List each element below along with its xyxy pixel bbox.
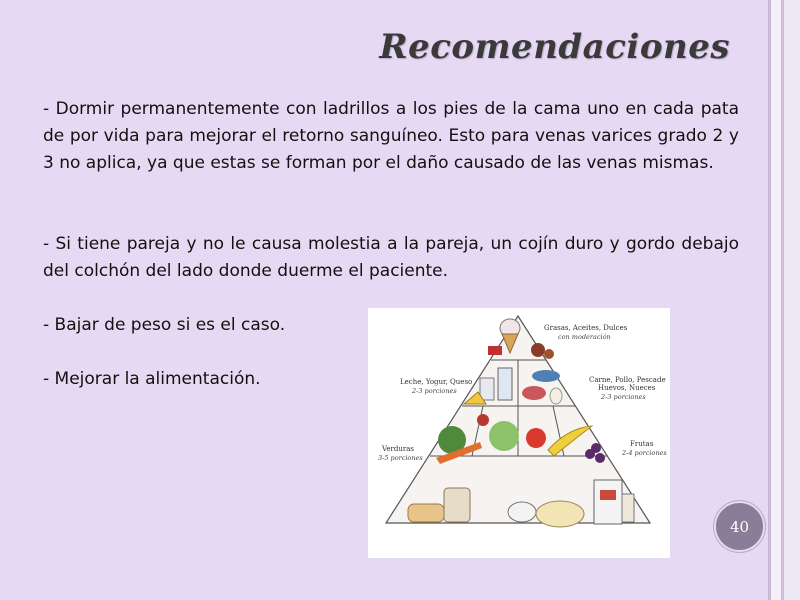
meat-label: Huevos, Nueces — [598, 384, 656, 392]
slide-edge — [784, 0, 800, 600]
vegetables-portions: 3-5 porciones — [378, 454, 423, 462]
fruits-portions: 2-4 porciones — [622, 449, 667, 457]
dairy-portions: 2-3 porciones — [412, 387, 457, 395]
recommendation-paragraph: - Si tiene pareja y no le causa molestia a la pareja, un cojín duro y gordo debajo del colchón del lado donde duerme el paciente. — [43, 234, 739, 281]
food-pyramid-illustration — [368, 308, 670, 558]
milk-carton-icon — [480, 378, 494, 400]
grapes-icon — [585, 449, 595, 459]
vegetables-label: Verduras — [382, 445, 415, 453]
cereal-box-icon — [594, 480, 622, 524]
fish-icon — [532, 370, 560, 382]
cracker-box-icon — [622, 494, 634, 522]
slide-edge — [771, 0, 781, 600]
page-number-badge: 40 — [714, 501, 765, 552]
pasta-icon — [536, 501, 584, 527]
candy-icon — [488, 346, 502, 355]
slide-title: Recomendaciones — [379, 27, 730, 67]
meat-portions: 2-3 porciones — [601, 393, 646, 401]
bread-icon — [408, 504, 444, 522]
apple-icon — [526, 428, 546, 448]
fruits-label: Frutas — [630, 440, 654, 448]
egg-icon — [550, 388, 562, 404]
cookie-icon — [531, 343, 545, 357]
cabbage-icon — [489, 421, 519, 451]
fats-label: Grasas, Aceites, Dulces — [544, 324, 628, 332]
meat-label: Carne, Pollo, Pescade — [589, 376, 666, 384]
bread-icon — [444, 488, 470, 522]
milk-carton-icon — [498, 368, 512, 400]
dairy-label: Leche, Yogur, Queso — [400, 378, 473, 386]
rice-bowl-icon — [508, 502, 536, 522]
grapes-icon — [595, 453, 605, 463]
recommendation-paragraph: - Bajar de peso si es el caso. — [43, 315, 286, 335]
recommendation-paragraph: - Dormir permanentemente con ladrillos a los pies de la cama uno en cada pata de por vida para mejorar el retorno sanguíneo. Esto para venas varices grado 2 y 3 no aplica, ya que estas se forman por el daño causado de las venas mismas. — [43, 99, 739, 173]
cookie-icon — [544, 349, 554, 359]
meat-icon — [522, 386, 546, 400]
recommendation-paragraph: - Mejorar la alimentación. — [43, 369, 261, 389]
tomato-icon — [477, 414, 489, 426]
food-pyramid-image — [368, 308, 670, 558]
fats-note: con moderación — [558, 333, 611, 341]
cereal-box-logo — [600, 490, 616, 500]
